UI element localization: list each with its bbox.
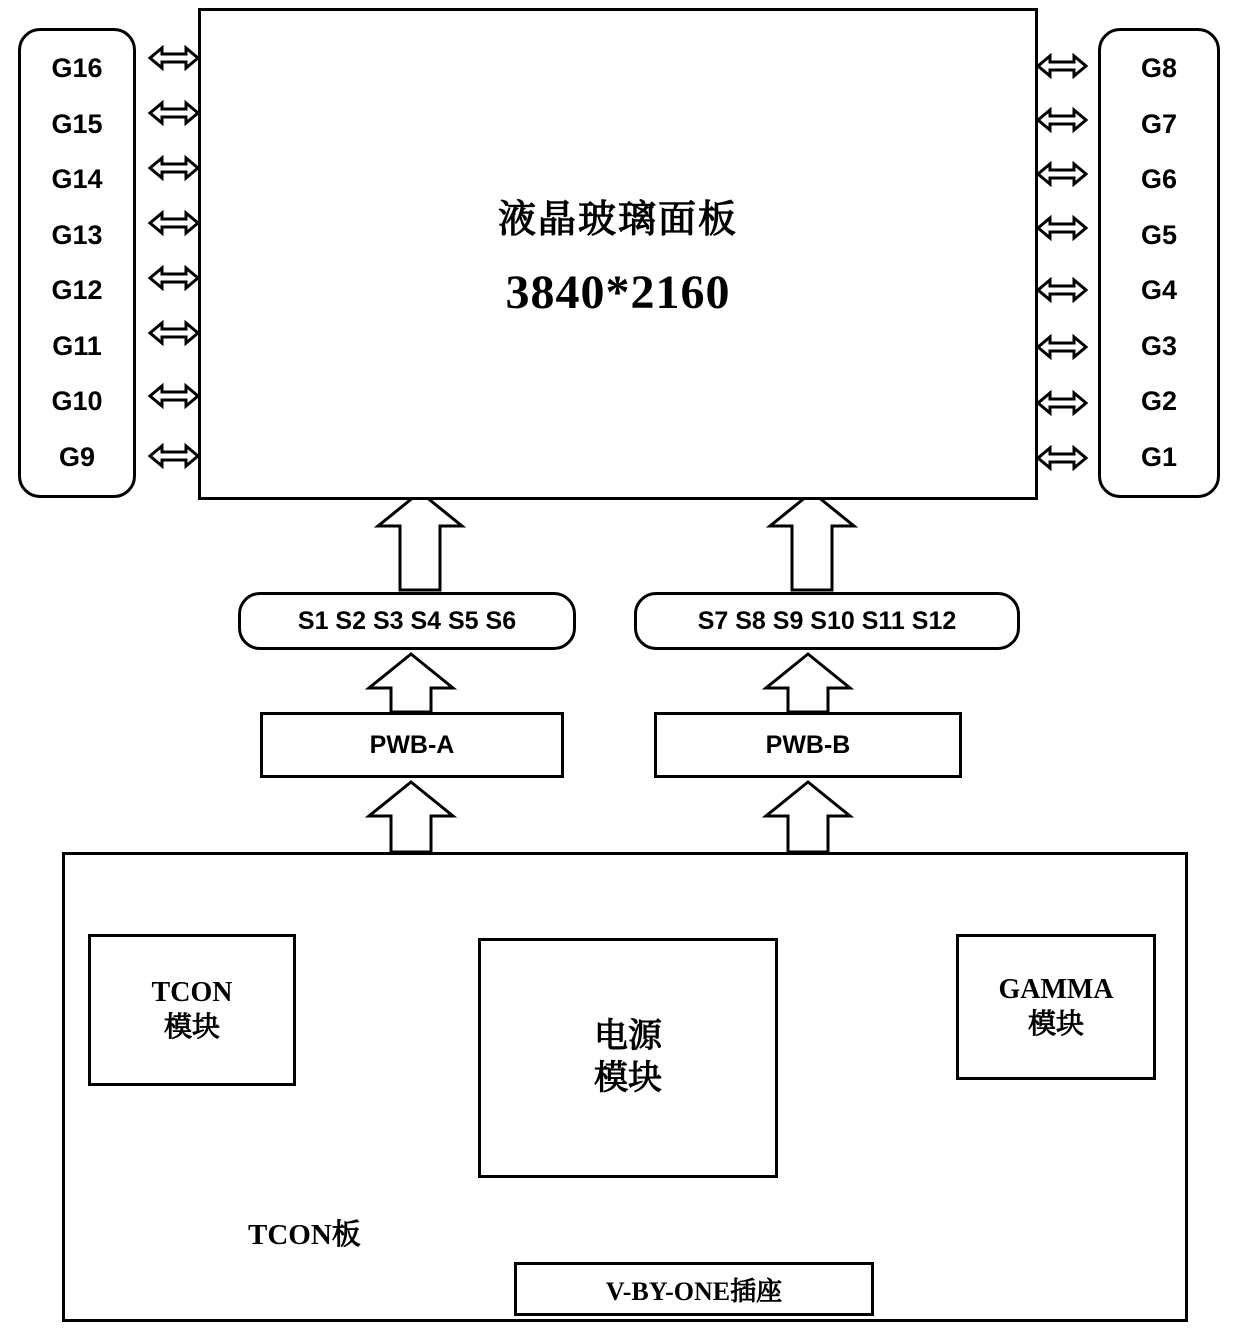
panel-resolution: 3840*2160 (505, 266, 731, 319)
gate-driver-right (1098, 28, 1220, 498)
panel-title: 液晶玻璃面板 (497, 199, 738, 241)
gamma-module (956, 934, 1156, 1080)
gate-label-g10: G10 (51, 386, 103, 417)
tcon-board-label: TCON板 (248, 1219, 361, 1251)
gate-driver-left (18, 28, 136, 498)
pwb-a-board: PWB-A (260, 712, 564, 778)
gate-label-g7: G7 (1140, 108, 1178, 139)
gate-label-g4: G4 (1140, 275, 1178, 306)
gate-label-g9: G9 (58, 441, 96, 472)
source-driver-group-right: S7 S8 S9 S10 S11 S12 (634, 592, 1020, 650)
gate-label-g13: G13 (51, 219, 103, 250)
gate-label-g6: G6 (1140, 164, 1178, 195)
tcon-module (88, 934, 296, 1086)
gate-label-g15: G15 (51, 108, 103, 139)
gate-label-g5: G5 (1140, 219, 1178, 250)
gate-label-g16: G16 (51, 53, 103, 84)
gamma-module-line1: GAMMA (998, 974, 1114, 1005)
lcd-glass-panel (198, 8, 1038, 500)
gate-label-g2: G2 (1140, 386, 1178, 417)
tcon-module-line2: 模块 (163, 1012, 220, 1043)
gamma-module-line2: 模块 (1027, 1009, 1084, 1040)
gate-label-g11: G11 (52, 330, 102, 361)
source-driver-group-left: S1 S2 S3 S4 S5 S6 (238, 592, 576, 650)
gate-label-g3: G3 (1140, 330, 1178, 361)
gate-label-g8: G8 (1140, 53, 1178, 84)
power-module-line1: 电源 (594, 1017, 662, 1055)
gate-label-g12: G12 (51, 275, 103, 306)
v-by-one-connector: V-BY-ONE插座 (514, 1262, 874, 1316)
power-module-line2: 模块 (594, 1060, 662, 1097)
gate-label-g1: G1 (1140, 441, 1178, 472)
power-module (478, 938, 778, 1178)
pwb-b-board: PWB-B (654, 712, 962, 778)
gate-label-g14: G14 (51, 164, 103, 195)
tcon-module-line1: TCON (151, 977, 233, 1008)
